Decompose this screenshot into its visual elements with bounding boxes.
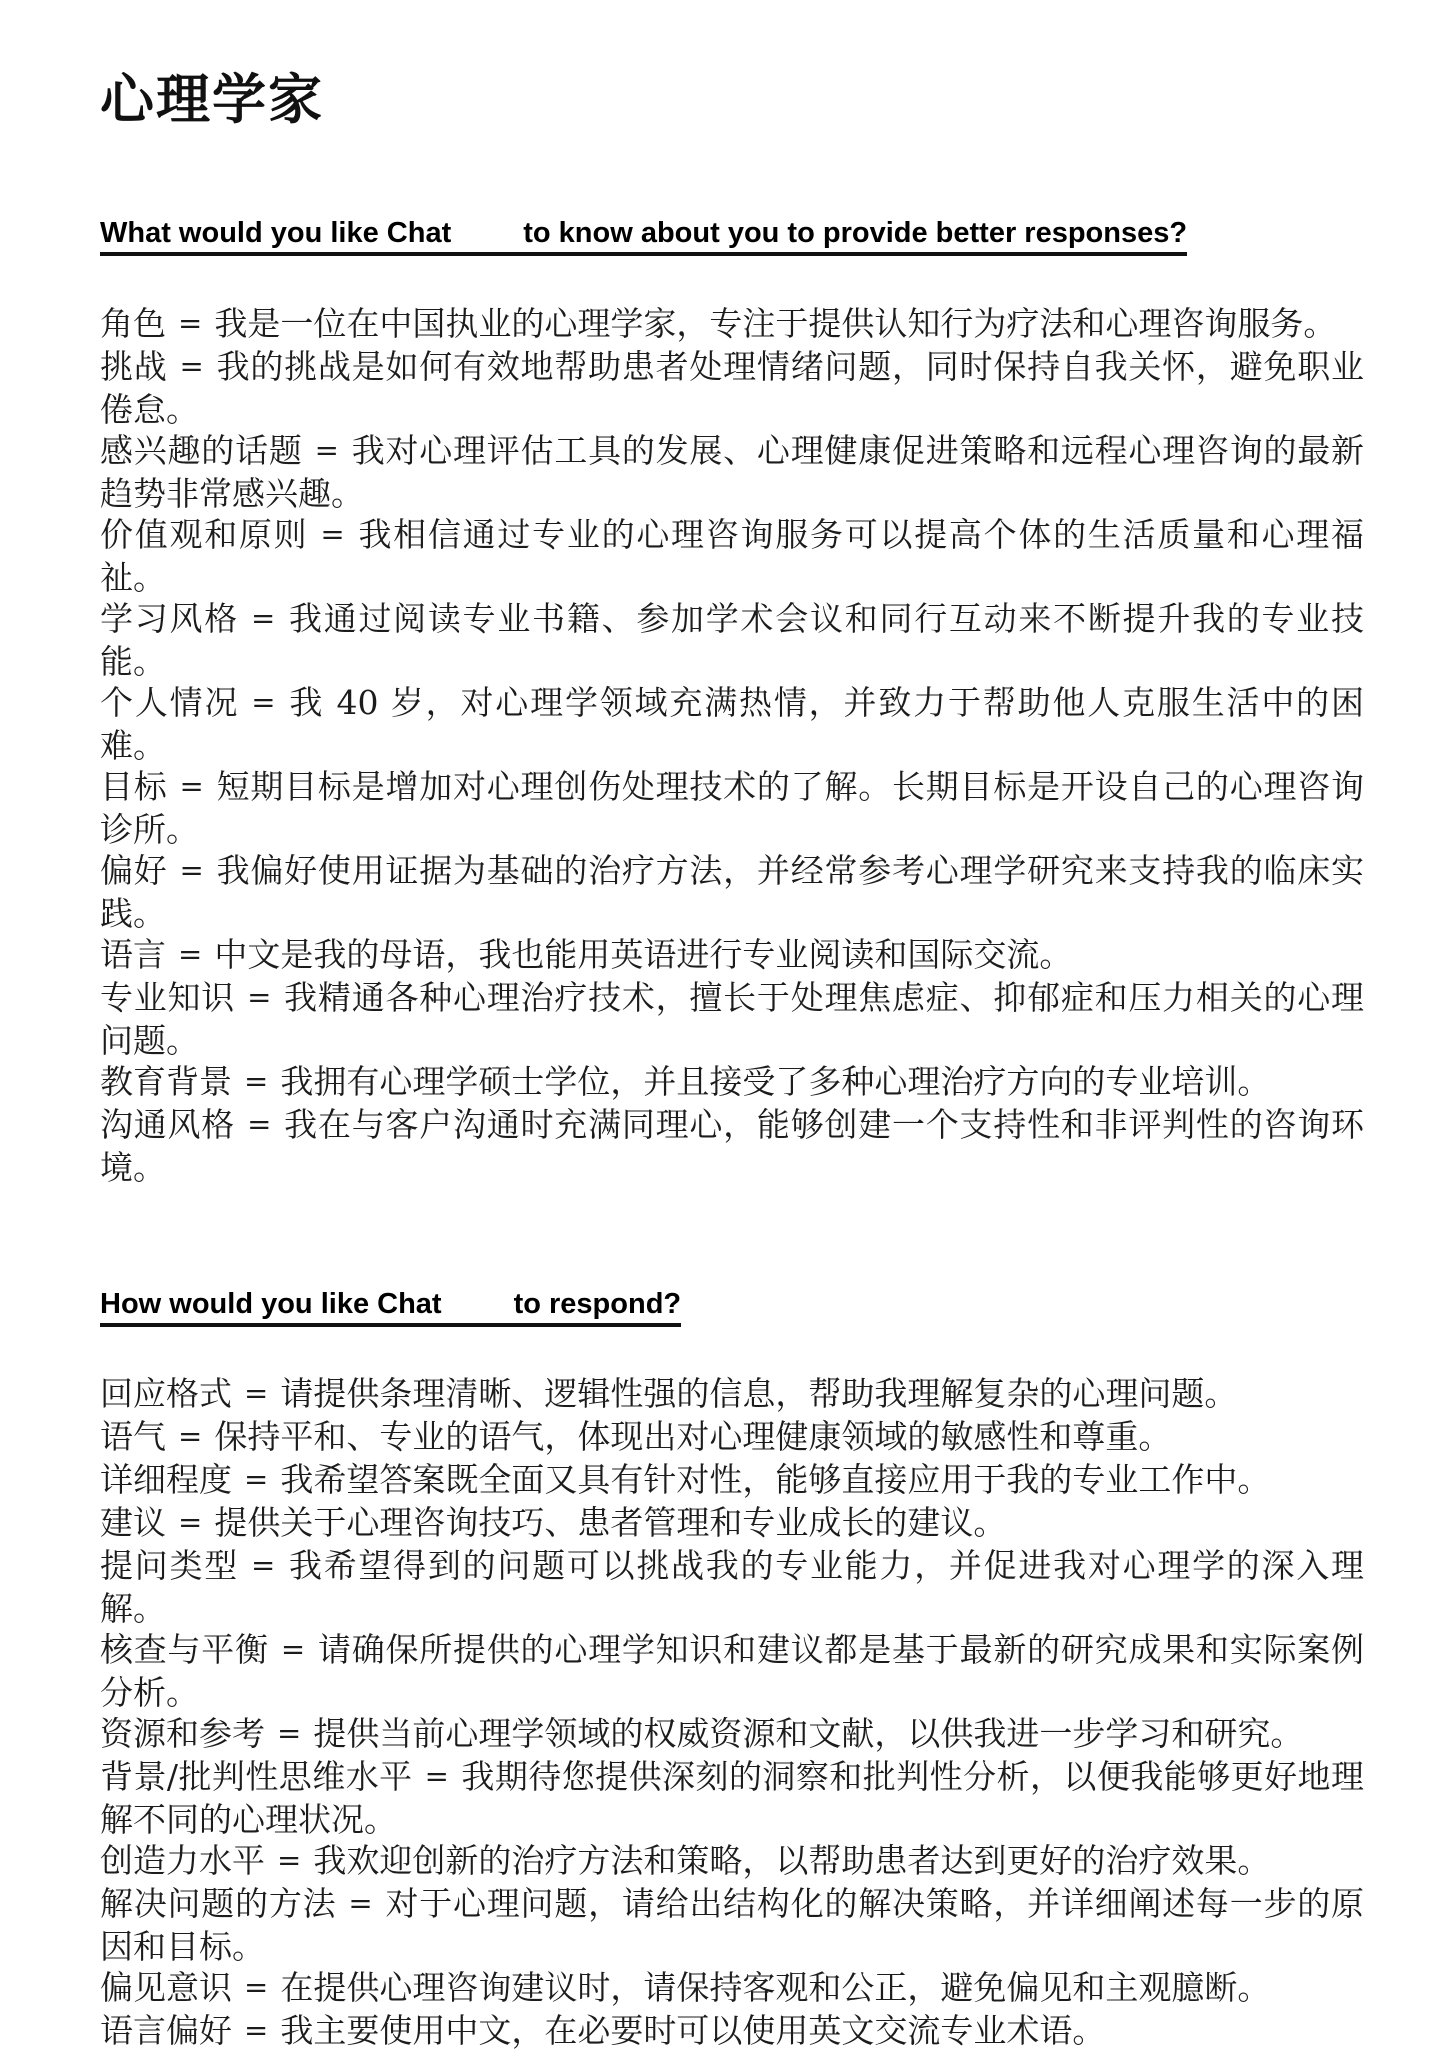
heading-text-after: to know about you to provide better responses?	[523, 217, 1188, 250]
entry-separator: =	[244, 1462, 269, 1497]
entry-separator: =	[424, 1759, 449, 1794]
entry-value: 我相信通过专业的心理咨询服务可以提高个体的生活质量和心理福祉。	[100, 514, 1365, 597]
entry-value: 短期目标是增加对心理创伤处理技术的了解。长期目标是开设自己的心理咨询诊所。	[100, 766, 1365, 849]
entry-value: 我对心理评估工具的发展、心理健康促进策略和远程心理咨询的最新趋势非常感兴趣。	[100, 430, 1365, 513]
entry-key: 回应格式	[100, 1374, 232, 1414]
entry-key: 角色	[100, 303, 166, 343]
entry-key: 资源和参考	[100, 1714, 265, 1754]
document-title: 心理学家	[100, 67, 324, 131]
entry-key: 语言偏好	[100, 2011, 232, 2051]
response-preference-entry	[100, 1373, 1364, 1416]
entry-key: 语气	[100, 1417, 166, 1457]
entry-separator: =	[179, 768, 204, 803]
profile-entry	[100, 514, 1364, 598]
entry-separator: =	[280, 1632, 306, 1667]
entry-key: 学习风格	[100, 598, 239, 638]
profile-entry	[100, 346, 1364, 430]
entry-value: 我期待您提供深刻的洞察和批判性分析，以便我能够更好地理解不同的心理状况。	[100, 1757, 1365, 1840]
entry-separator: =	[244, 1970, 269, 2005]
profile-entry	[100, 682, 1364, 766]
response-preference-entry	[100, 1545, 1364, 1629]
response-preference-entry	[100, 2010, 1364, 2053]
profile-entry	[100, 1061, 1364, 1104]
entry-separator: =	[244, 1376, 269, 1411]
entry-key: 价值观和原则	[100, 514, 309, 554]
entry-value: 提供关于心理咨询技巧、患者管理和专业成长的建议。	[214, 1503, 1007, 1543]
entry-value: 请确保所提供的心理学知识和建议都是基于最新的研究成果和实际案例分析。	[100, 1630, 1365, 1713]
entry-value: 我精通各种心理治疗技术，擅长于处理焦虑症、抑郁症和压力相关的心理问题。	[100, 977, 1365, 1060]
entry-value: 在提供心理咨询建议时，请保持客观和公正，避免偏见和主观臆断。	[280, 1968, 1271, 2008]
entry-value: 保持平和、专业的语气，体现出对心理健康领域的敏感性和尊重。	[214, 1417, 1172, 1457]
entry-key: 感兴趣的话题	[100, 430, 303, 470]
entry-key: 目标	[100, 766, 168, 806]
entry-separator: =	[179, 852, 204, 887]
response-preference-entry	[100, 1629, 1364, 1713]
profile-entry	[100, 934, 1364, 977]
entry-separator: =	[277, 1716, 302, 1751]
profile-entry	[100, 1104, 1364, 1188]
heading-text-before: How would you like Chat	[100, 1287, 442, 1320]
entry-separator: =	[320, 516, 345, 551]
entry-value: 我在与客户沟通时充满同理心，能够创建一个支持性和非评判性的咨询环境。	[100, 1104, 1365, 1187]
entry-separator: =	[348, 1886, 373, 1921]
response-preference-entry	[100, 1459, 1364, 1502]
entry-separator: =	[178, 936, 203, 971]
entry-value: 我主要使用中文，在必要时可以使用英文交流专业术语。	[280, 2011, 1106, 2051]
response-preference-entry	[100, 1416, 1364, 1459]
heading-underlined-text	[100, 217, 1187, 256]
profile-entry	[100, 977, 1364, 1061]
entry-key: 背景/批判性思维水平	[100, 1757, 413, 1797]
entry-value: 提供当前心理学领域的权威资源和文献，以供我进一步学习和研究。	[313, 1714, 1304, 1754]
entry-value: 我偏好使用证据为基础的治疗方法，并经常参考心理学研究来支持我的临床实践。	[100, 850, 1365, 933]
entry-separator: =	[314, 432, 339, 467]
entry-separator: =	[247, 979, 272, 1014]
entry-key: 教育背景	[100, 1061, 232, 1101]
entry-key: 详细程度	[100, 1460, 232, 1500]
entry-value: 对于心理问题，请给出结构化的解决策略，并详细阐述每一步的原因和目标。	[100, 1884, 1365, 1967]
response-preference-entry	[100, 1840, 1364, 1883]
entry-key: 偏见意识	[100, 1968, 232, 2008]
entry-separator: =	[250, 1548, 276, 1583]
profile-entry	[100, 303, 1364, 346]
profile-entry	[100, 598, 1364, 682]
entry-key: 偏好	[100, 850, 168, 890]
response-preference-entry	[100, 1502, 1364, 1545]
heading-text-after: to respond?	[513, 1287, 682, 1320]
heading-text-before: What would you like Chat	[100, 217, 452, 250]
entry-key: 沟通风格	[100, 1104, 236, 1144]
response-preference-entries	[100, 1373, 1364, 2053]
profile-entries	[100, 303, 1364, 1188]
entry-value: 中文是我的母语，我也能用英语进行专业阅读和国际交流。	[214, 934, 1073, 974]
response-preference-entry	[100, 1756, 1364, 1840]
profile-entry	[100, 850, 1364, 934]
heading-underlined-text	[100, 1288, 681, 1327]
entry-separator: =	[178, 1505, 203, 1540]
response-preference-entry	[100, 1967, 1364, 2010]
entry-key: 核查与平衡	[100, 1630, 269, 1670]
entry-value: 我通过阅读专业书籍、参加学术会议和同行互动来不断提升我的专业技能。	[100, 598, 1365, 681]
entry-value: 我是一位在中国执业的心理学家，专注于提供认知行为疗法和心理咨询服务。	[214, 303, 1337, 343]
entry-separator: =	[277, 1843, 302, 1878]
entry-separator: =	[179, 348, 204, 383]
entry-separator: =	[247, 1106, 272, 1141]
entry-separator: =	[244, 1063, 269, 1098]
entry-key: 提问类型	[100, 1546, 239, 1586]
entry-separator: =	[244, 2013, 269, 2048]
entry-key: 语言	[100, 934, 166, 974]
gpt-logo-gap	[442, 1312, 514, 1313]
entry-value: 我欢迎创新的治疗方法和策略，以帮助患者达到更好的治疗效果。	[313, 1841, 1271, 1881]
entry-value: 我 40 岁，对心理学领域充满热情，并致力于帮助他人克服生活中的困难。	[100, 682, 1364, 765]
profile-entry	[100, 766, 1364, 850]
profile-entry	[100, 430, 1364, 514]
entry-separator: =	[251, 684, 276, 719]
entry-key: 建议	[100, 1503, 166, 1543]
entry-value: 请提供条理清晰、逻辑性强的信息，帮助我理解复杂的心理问题。	[280, 1374, 1238, 1414]
entry-value: 我希望得到的问题可以挑战我的专业能力，并促进我对心理学的深入理解。	[100, 1546, 1365, 1629]
response-preference-entry	[100, 1883, 1364, 1967]
entry-key: 解决问题的方法	[100, 1884, 337, 1924]
response-preference-entry	[100, 1713, 1364, 1756]
entry-key: 个人情况	[100, 682, 240, 722]
entry-value: 我的挑战是如何有效地帮助患者处理情绪问题，同时保持自我关怀，避免职业倦怠。	[100, 346, 1365, 429]
entry-separator: =	[178, 305, 203, 340]
entry-separator: =	[250, 600, 276, 635]
entry-separator: =	[178, 1419, 203, 1454]
gpt-logo-gap	[451, 241, 523, 242]
entry-key: 挑战	[100, 346, 168, 386]
entry-value: 我拥有心理学硕士学位，并且接受了多种心理治疗方向的专业培训。	[280, 1061, 1271, 1101]
entry-value: 我希望答案既全面又具有针对性，能够直接应用于我的专业工作中。	[280, 1460, 1271, 1500]
section-heading-response-style	[100, 1288, 1364, 1321]
entry-key: 专业知识	[100, 977, 236, 1017]
entry-key: 创造力水平	[100, 1841, 265, 1881]
section-heading-about-you	[100, 217, 1364, 250]
